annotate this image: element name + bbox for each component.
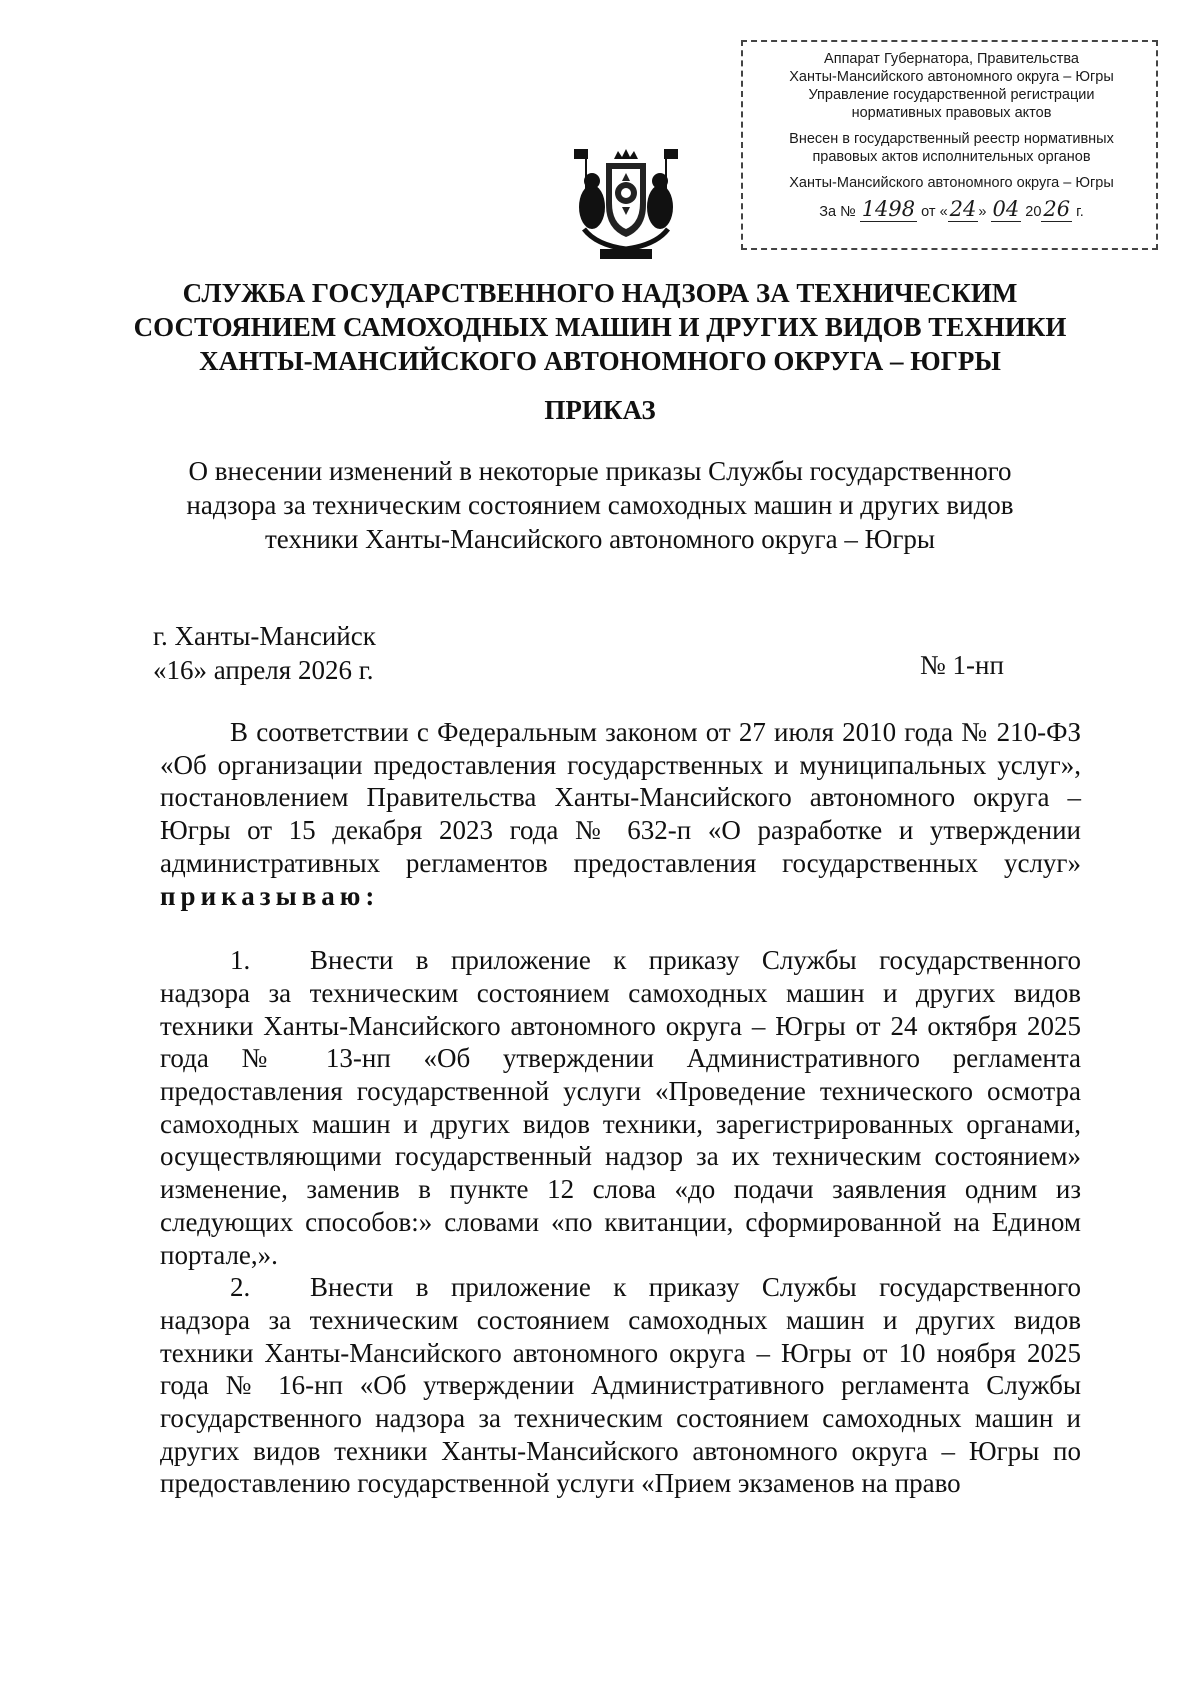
item-number: 1. xyxy=(230,945,251,976)
city: г. Ханты-Мансийск xyxy=(153,621,376,651)
place-and-date xyxy=(153,619,376,687)
preamble-text: В соответствии с Федеральным законом от 27 июля 2010 года № 210-ФЗ «Об организации предоставления государственных и муниципальных услуг», постановлением Правительства Ханты-Мансийского автономного округа – Югры от 15 декабря 2023 года № 632-п «О разработке и утверждении административных регламентов предоставления государственных услуг» xyxy=(160,717,1081,878)
stamp-line: Управление государственной регистрации xyxy=(808,87,1095,103)
subject-line: надзора за техническим состоянием самоходных машин и других видов xyxy=(186,490,1014,520)
item-paragraph xyxy=(160,1271,1081,1500)
stamp-line: Ханты-Мансийского автономного округа – Югры xyxy=(789,175,1114,191)
stamp-line: Внесен в государственный реестр нормативных xyxy=(789,131,1114,147)
stamp-year-prefix: 20 xyxy=(1025,204,1042,220)
stamp-year-suffix: 26 xyxy=(1043,197,1071,221)
stamp-month: 04 xyxy=(992,197,1020,221)
organization-name xyxy=(130,276,1070,378)
order-word: приказываю xyxy=(160,880,366,911)
stamp-line: Аппарат Губернатора, Правительства xyxy=(824,51,1079,67)
order-colon: : xyxy=(365,880,375,911)
subject-line: техники Ханты-Мансийского автономного округа – Югры xyxy=(264,524,936,554)
document-type: ПРИКАЗ xyxy=(544,395,656,425)
stamp-close-quote: » xyxy=(978,204,987,220)
preamble-paragraph xyxy=(160,716,1081,912)
stamp-za-no: За № xyxy=(819,204,856,220)
stamp-line: правовых актов исполнительных органов xyxy=(812,149,1091,165)
document-number: № 1-нп xyxy=(920,650,1004,680)
stamp-ot: от « xyxy=(921,204,948,220)
stamp-line: Ханты-Мансийского автономного округа – Югры xyxy=(789,69,1114,85)
org-line: СЛУЖБА ГОСУДАРСТВЕННОГО НАДЗОРА ЗА ТЕХНИЧЕСКИМ xyxy=(182,278,1018,308)
stamp-line: нормативных правовых актов xyxy=(851,105,1052,121)
registration-stamp xyxy=(741,40,1158,250)
document-date: «16» апреля 2026 г. xyxy=(153,655,374,685)
stamp-g: г. xyxy=(1076,204,1084,220)
stamp-registration-line xyxy=(755,197,1148,221)
document-subject xyxy=(130,454,1070,556)
org-line: СОСТОЯНИЕМ САМОХОДНЫХ МАШИН И ДРУГИХ ВИДОВ ТЕХНИКИ xyxy=(133,312,1067,342)
subject-line: О внесении изменений в некоторые приказы Службы государственного xyxy=(188,456,1012,486)
document-body xyxy=(160,716,1081,1500)
org-line: ХАНТЫ-МАНСИЙСКОГО АВТОНОМНОГО ОКРУГА – ЮГРЫ xyxy=(199,346,1001,376)
coat-of-arms-icon xyxy=(566,145,686,265)
stamp-reg-number: 1498 xyxy=(861,197,916,221)
item-paragraph xyxy=(160,944,1081,1271)
item-text: Внести в приложение к приказу Службы государственного надзора за техническим состоянием самоходных машин и других видов техники Ханты-Мансийского автономного округа – Югры от 24 октября 2025 года № 13-нп «Об утверждении Административного регламента предоставления государственной услуги «Проведение технического осмотра самоходных машин и других видов техники, зарегистрированных органами, осуществляющими государственный надзор за их техническим состоянием» изменение, заменив в пункте 12 слова «до подачи заявления одним из следующих способов:» словами «по квитанции, сформированной на Едином портале,». xyxy=(160,945,1081,1270)
item-text: Внести в приложение к приказу Службы государственного надзора за техническим состоянием самоходных машин и других видов техники Ханты-Мансийского автономного округа – Югры от 10 ноября 2025 года № 16-нп «Об утверждении Административного регламента Службы государственного надзора за техническим состоянием самоходных машин и других видов техники Ханты-Мансийского автономного округа – Югры по предоставлению государственной услуги «Прием экзаменов на право xyxy=(160,1272,1081,1499)
stamp-day: 24 xyxy=(949,197,977,221)
item-number: 2. xyxy=(230,1272,251,1303)
